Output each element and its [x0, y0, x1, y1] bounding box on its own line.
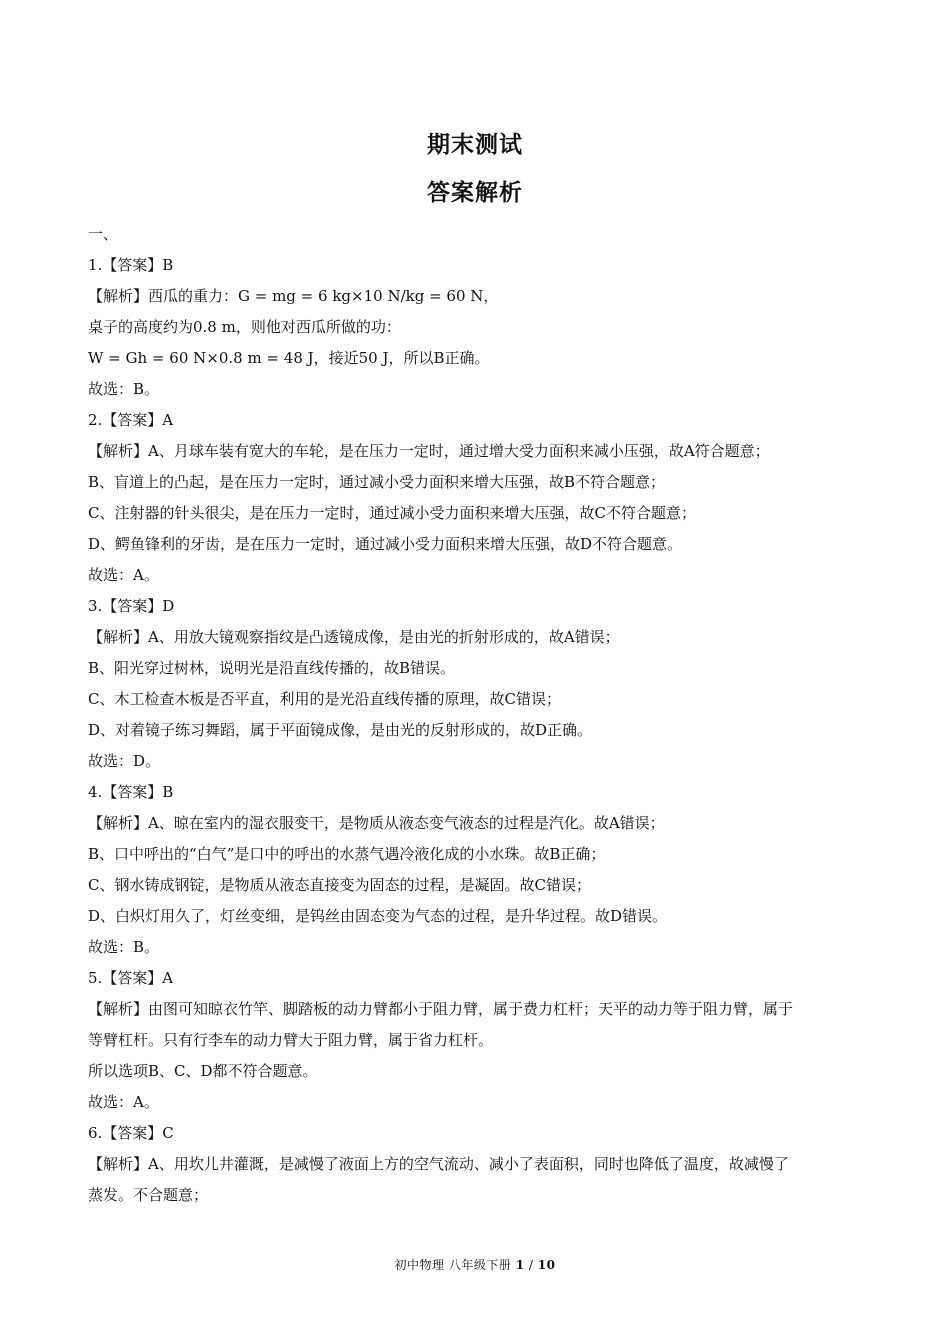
footer-subject: 初中物理 八年级下册: [394, 1258, 512, 1272]
footer-separator: /: [528, 1258, 534, 1272]
text-line: 等臂杠杆。只有行李车的动力臂大于阻力臂，属于省力杠杆。: [88, 1031, 494, 1049]
text-line: 5.【答案】A: [88, 969, 174, 987]
page-footer: [0, 1256, 950, 1273]
text-line: 1.【答案】B: [88, 256, 174, 274]
text-line: 【解析】A、晾在室内的湿衣服变干，是物质从液态变气液态的过程是汽化。故A错误；: [88, 814, 665, 832]
text-line: 故选：D。: [88, 752, 161, 770]
text-line: 故选：A。: [88, 1093, 159, 1111]
text-line: 【解析】A、用坎儿井灌溉，是减慢了液面上方的空气流动、减小了表面积，同时也降低了温度，故减慢了: [88, 1155, 789, 1173]
text-line: 故选：B。: [88, 380, 160, 398]
text-line: B、阳光穿过树林，说明光是沿直线传播的，故B错误。: [88, 659, 456, 677]
text-line: W = Gh = 60 N×0.8 m = 48 J，接近50 J，所以B正确。: [88, 349, 490, 367]
text-line: C、注射器的针头很尖，是在压力一定时，通过减小受力面积来增大压强，故C不符合题意；: [88, 504, 696, 522]
text-line: 蒸发。不合题意；: [88, 1186, 209, 1204]
text-line: 【解析】A、用放大镜观察指纹是凸透镜成像，是由光的折射形成的，故A错误；: [88, 628, 620, 646]
text-line: 4.【答案】B: [88, 783, 174, 801]
document-subtitle: 答案解析: [427, 180, 523, 206]
text-line: C、钢水铸成钢锭，是物质从液态直接变为固态的过程，是凝固。故C错误；: [88, 876, 591, 894]
text-line: 故选：A。: [88, 566, 159, 584]
document-title: 期末测试: [427, 132, 523, 158]
text-line: 【解析】A、月球车装有宽大的车轮，是在压力一定时，通过增大受力面积来减小压强，故A符合题意；: [88, 442, 770, 460]
text-line: 所以选项B、C、D都不符合题意。: [88, 1062, 318, 1080]
text-line: 故选：B。: [88, 938, 160, 956]
text-line: 6.【答案】C: [88, 1124, 174, 1142]
text-line: 【解析】西瓜的重力：G = mg = 6 kg×10 N/kg = 60 N，: [88, 287, 499, 305]
text-line: B、盲道上的凸起，是在压力一定时，通过减小受力面积来增大压强，故B不符合题意；: [88, 473, 666, 491]
text-line: 3.【答案】D: [88, 597, 175, 615]
text-line: 【解析】由图可知晾衣竹竿、脚踏板的动力臂都小于阻力臂，属于费力杠杆；天平的动力等于阻力臂，属于: [88, 1000, 794, 1018]
text-line: D、白炽灯用久了，灯丝变细，是钨丝由固态变为气态的过程，是升华过程。故D错误。: [88, 907, 668, 925]
text-line: 桌子的高度约为0.8 m，则他对西瓜所做的功：: [88, 318, 401, 336]
text-line: B、口中呼出的“白气”是口中的呼出的水蒸气遇冷液化成的小水珠。故B正确；: [88, 845, 606, 863]
footer-page-total: 10: [537, 1258, 556, 1272]
document-body: [88, 219, 868, 1211]
text-line: C、木工检查木板是否平直，利用的是光沿直线传播的原理，故C错误；: [88, 690, 561, 708]
text-line: 一、: [88, 225, 119, 243]
text-line: D、鳄鱼锋利的牙齿，是在压力一定时，通过减小受力面积来增大压强，故D不符合题意。: [88, 535, 683, 553]
text-line: D、对着镜子练习舞蹈，属于平面镜成像，是由光的反射形成的，故D正确。: [88, 721, 593, 739]
footer-page-number: 1: [515, 1258, 525, 1272]
text-line: 2.【答案】A: [88, 411, 174, 429]
